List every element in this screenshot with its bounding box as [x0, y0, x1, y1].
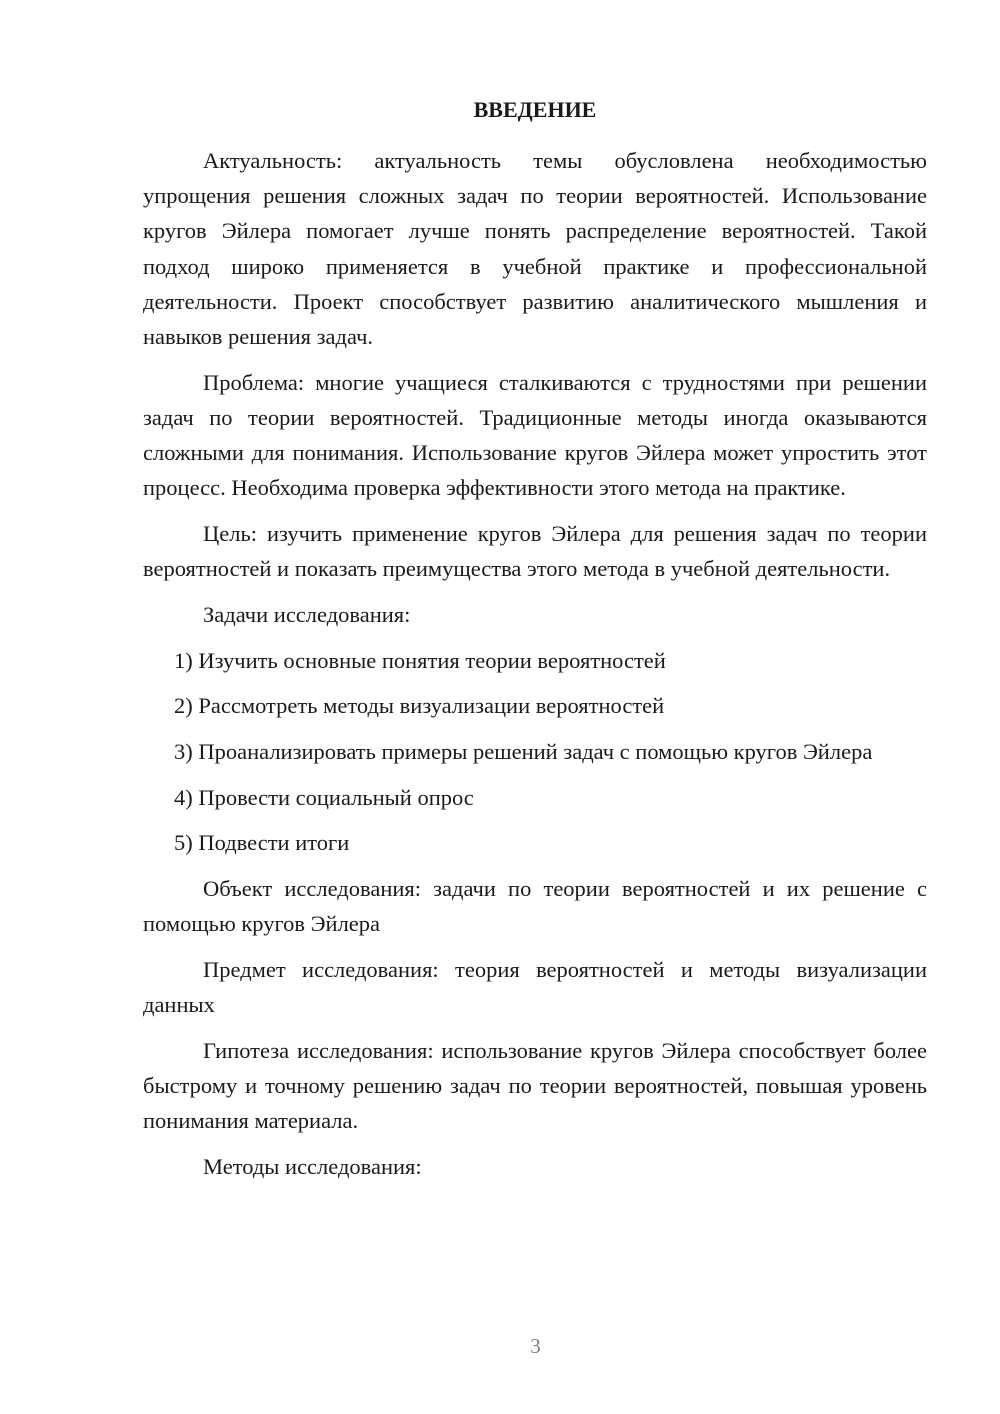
tasks-heading: Задачи исследования: — [203, 601, 411, 627]
page-content — [143, 94, 927, 1195]
object-paragraph: Объект исследования: задачи по теории вероятностей и их решение с помощью кругов Эйлера — [143, 876, 927, 937]
task-item-5: 5) Подвести итоги — [174, 830, 350, 856]
task-item-4: 4) Провести социальный опрос — [174, 784, 474, 810]
methods-paragraph: Методы исследования: — [203, 1154, 422, 1180]
task-item-1: 1) Изучить основные понятия теории вероятностей — [174, 647, 666, 673]
task-item-3: 3) Проанализировать примеры решений задач с помощью кругов Эйлера — [174, 739, 873, 765]
section-heading: ВВЕДЕНИЕ — [473, 97, 597, 122]
problem-paragraph: Проблема: многие учащиеся сталкиваются с трудностями при решении задач по теории вероятностей. Традиционные методы иногда оказываются сложными для понимания. Использование кругов Эйлера может упростить этот процесс. Необходима проверка эффективности этого метода на практике. — [143, 369, 927, 501]
goal-paragraph: Цель: изучить применение кругов Эйлера для решения задач по теории вероятностей и показать преимущества этого метода в учебной деятельности. — [143, 521, 927, 582]
hypothesis-paragraph: Гипотеза исследования: использование кругов Эйлера способствует более быстрому и точному решению задач по теории вероятностей, повышая уровень понимания материала. — [143, 1037, 927, 1134]
task-item-2: 2) Рассмотреть методы визуализации вероятностей — [174, 693, 665, 719]
subject-paragraph: Предмет исследования: теория вероятностей и методы визуализации данных — [143, 957, 927, 1018]
page-number: 3 — [530, 1334, 541, 1358]
relevance-paragraph: Актуальность: актуальность темы обусловлена необходимостью упрощения решения сложных задач по теории вероятностей. Использование кругов Эйлера помогает лучше понять распределение вероятностей. Такой подход широко применяется в учебной практике и профессиональной деятельности. Проект способствует развитию аналитического мышления и навыков решения задач. — [143, 148, 927, 350]
